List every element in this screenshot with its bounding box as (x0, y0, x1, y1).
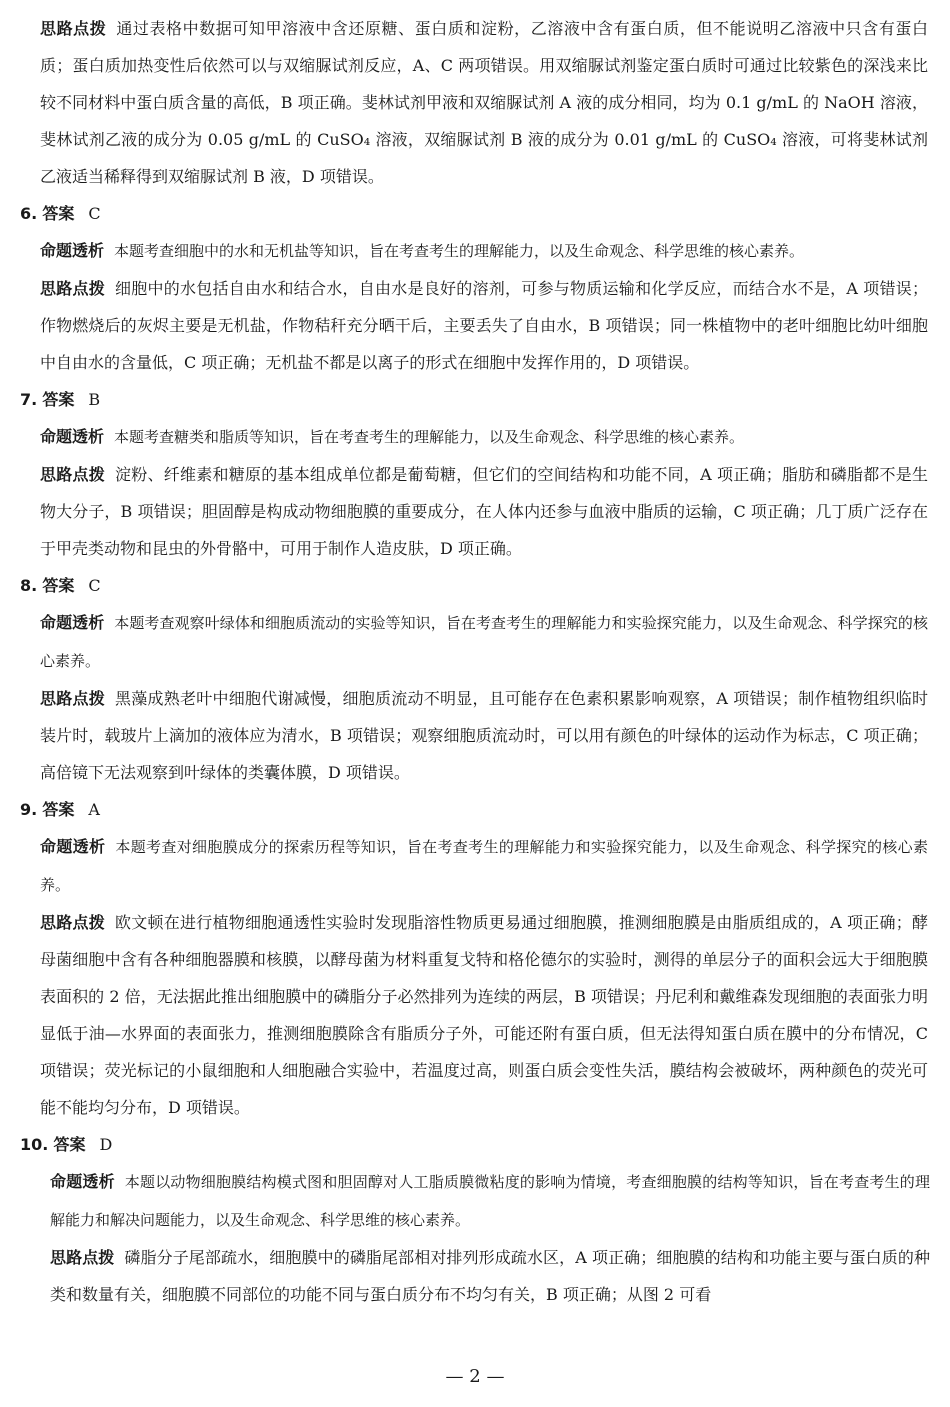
q9-tips-text: 欧文顿在进行植物细胞通透性实验时发现脂溶性物质更易通过细胞膜，推测细胞膜是由脂质组成的，A 项正确；酵母菌细胞中含有各种细胞器膜和核膜，以酵母菌为材料重复戈特和格伦德尔的实验时，测得的单层分子的面积会远大于细胞膜表面积的 2 倍，无法据此推出细胞膜中的磷脂分子必然排列为连续的两层，B 项错误；丹尼利和戴维森发现细胞的表面张力明显低于油—水界面的表面张力，推测细胞膜除含有脂质分子外，可能还附有蛋白质，但无法得知蛋白质在膜中的分布情况，C 项错误；荧光标记的小鼠细胞和人细胞融合实验中，若温度过高，则蛋白质会变性失活，膜结构会被破坏，两种颜色的荧光可能不能均匀分布，D 项错误。 (40, 913, 928, 1117)
q10-tips-label: 思路点拨 (50, 1248, 115, 1267)
q7-answer-label: 答案 (42, 390, 75, 409)
q9-number: 9. (20, 800, 38, 819)
q9-tips (0, 904, 950, 1126)
q6-tips (0, 270, 950, 381)
q8-answer-label: 答案 (42, 576, 75, 595)
q6-insight-label: 命题透析 (40, 241, 105, 260)
q6-tips-text: 细胞中的水包括自由水和结合水，自由水是良好的溶剂，可参与物质运输和化学反应，而结合水不是，A 项错误；作物燃烧后的灰烬主要是无机盐，作物秸秆充分晒干后，主要丢失了自由水，B 项错误；同一株植物中的老叶细胞比幼叶细胞中自由水的含量低，C 项正确；无机盐不都是以离子的形式在细胞中发挥作用的，D 项错误。 (40, 279, 928, 372)
q5-tips-text: 通过表格中数据可知甲溶液中含还原糖、蛋白质和淀粉，乙溶液中含有蛋白质，但不能说明乙溶液中只含有蛋白质；蛋白质加热变性后依然可以与双缩脲试剂反应，A、C 两项错误。用双缩脲试剂鉴定蛋白质时可通过比较紫色的深浅来比较不同材料中蛋白质含量的高低，B 项正确。斐林试剂甲液和双缩脲试剂 A 液的成分相同，均为 0.1 g/mL 的 NaOH 溶液，斐林试剂乙液的成分为 0.05 g/mL 的 CuSO₄ 溶液，双缩脲试剂 B 液的成分为 0.01 g/mL 的 CuSO₄ 溶液，可将斐林试剂乙液适当稀释得到双缩脲试剂 B 液，D 项错误。 (40, 19, 928, 186)
q7-tips (0, 456, 950, 567)
q5-tips-label: 思路点拨 (40, 19, 107, 38)
q6-insight-text: 本题考查细胞中的水和无机盐等知识，旨在考查考生的理解能力，以及生命观念、科学思维的核心素养。 (114, 242, 805, 260)
q6-answer-label: 答案 (42, 204, 75, 223)
q10-insight-label: 命题透析 (50, 1172, 115, 1191)
q9-insight-label: 命题透析 (40, 837, 106, 856)
q5-tips (0, 10, 950, 195)
q7-number: 7. (20, 390, 38, 409)
q7-insight-label: 命题透析 (40, 427, 105, 446)
q10-tips-text: 磷脂分子尾部疏水，细胞膜中的磷脂尾部相对排列形成疏水区，A 项正确；细胞膜的结构和功能主要与蛋白质的种类和数量有关，细胞膜不同部位的功能不同与蛋白质分布不均匀有关，B 项正确；从图 2 可看 (50, 1248, 930, 1304)
q8-tips-text: 黑藻成熟老叶中细胞代谢减慢，细胞质流动不明显，且可能存在色素积累影响观察，A 项错误；制作植物组织临时装片时，载玻片上滴加的液体应为清水，B 项错误；观察细胞质流动时，可以用有颜色的叶绿体的运动作为标志，C 项正确；高倍镜下无法观察到叶绿体的类囊体膜，D 项错误。 (40, 689, 928, 782)
q7-insight (0, 418, 950, 456)
q10-tips (0, 1239, 950, 1313)
q10-answer-line (0, 1126, 950, 1163)
q10-answer: D (99, 1135, 113, 1154)
q8-answer: C (88, 576, 101, 595)
q7-insight-text: 本题考查糖类和脂质等知识，旨在考查考生的理解能力，以及生命观念、科学思维的核心素养。 (114, 428, 745, 446)
q8-tips-label: 思路点拨 (40, 689, 106, 708)
q8-insight (0, 604, 950, 680)
q6-number: 6. (20, 204, 38, 223)
q8-tips (0, 680, 950, 791)
q9-answer-line (0, 791, 950, 828)
q8-insight-label: 命题透析 (40, 613, 105, 632)
q8-number: 8. (20, 576, 38, 595)
q6-tips-label: 思路点拨 (40, 279, 106, 298)
page-number: — 2 — (445, 1366, 505, 1387)
q9-answer-label: 答案 (42, 800, 75, 819)
q7-answer-line (0, 381, 950, 418)
q10-answer-label: 答案 (53, 1135, 86, 1154)
q8-insight-text: 本题考查观察叶绿体和细胞质流动的实验等知识，旨在考查考生的理解能力和实验探究能力，以及生命观念、科学探究的核心素养。 (40, 614, 928, 670)
q7-tips-label: 思路点拨 (40, 465, 106, 484)
q10-number: 10. (20, 1135, 49, 1154)
page-content (0, 10, 950, 1313)
q6-answer: C (88, 204, 101, 223)
q9-answer: A (88, 800, 100, 819)
q7-answer: B (88, 390, 101, 409)
q10-insight (0, 1163, 950, 1239)
q6-insight (0, 232, 950, 270)
q9-insight (0, 828, 950, 904)
q7-tips-text: 淀粉、纤维素和糖原的基本组成单位都是葡萄糖，但它们的空间结构和功能不同，A 项正确；脂肪和磷脂都不是生物大分子，B 项错误；胆固醇是构成动物细胞膜的重要成分，在人体内还参与血液中脂质的运输，C 项正确；几丁质广泛存在于甲壳类动物和昆虫的外骨骼中，可用于制作人造皮肤，D 项正确。 (40, 465, 928, 558)
q8-answer-line (0, 567, 950, 604)
q9-insight-text: 本题考查对细胞膜成分的探索历程等知识，旨在考查考生的理解能力和实验探究能力，以及生命观念、科学探究的核心素养。 (40, 838, 928, 894)
q9-tips-label: 思路点拨 (40, 913, 106, 932)
q10-insight-text: 本题以动物细胞膜结构模式图和胆固醇对人工脂质膜微粘度的影响为情境，考查细胞膜的结构等知识，旨在考查考生的理解能力和解决问题能力，以及生命观念、科学思维的核心素养。 (50, 1173, 930, 1229)
q6-answer-line (0, 195, 950, 232)
